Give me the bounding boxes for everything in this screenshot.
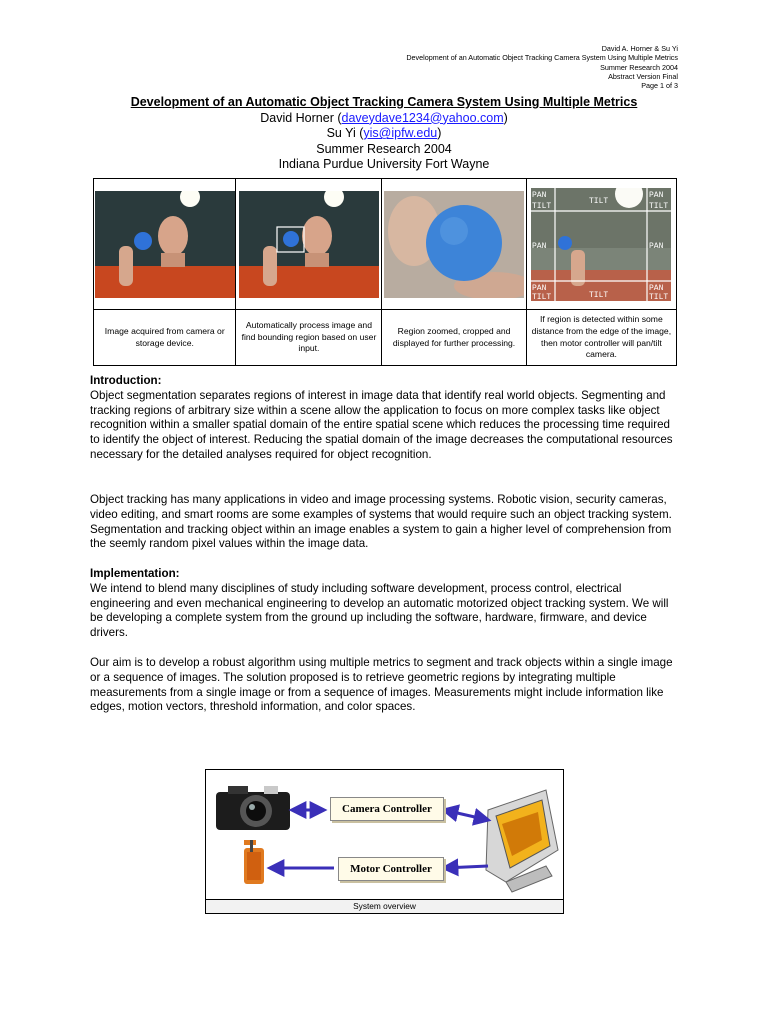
pan-label-bottom-left: PAN xyxy=(532,283,547,293)
system-overview-diagram xyxy=(205,769,564,914)
figure-cell-3 xyxy=(382,179,526,310)
author-1: David Horner (daveydave1234@yahoo.com) xyxy=(260,110,508,125)
implementation-section-2 xyxy=(90,656,682,715)
header-author: David A. Horner & Su Yi xyxy=(601,44,678,53)
pan-label-top-left: PAN xyxy=(532,190,547,200)
camera-icon xyxy=(216,786,290,830)
introduction-heading: Introduction: xyxy=(90,374,162,387)
paper-title: Development of an Automatic Object Tracking Camera System Using Multiple Metrics xyxy=(130,95,638,109)
header-version: Abstract Version Final xyxy=(608,71,678,81)
tilt-label-top-left: TILT xyxy=(532,201,552,211)
header-title: Development of an Automatic Object Tracking Camera System Using Multiple Metrics xyxy=(406,53,678,63)
pan-label-left: PAN xyxy=(532,241,547,251)
pan-label-top-right: PAN xyxy=(649,190,664,200)
author-2-email-link[interactable]: yis@ipfw.edu xyxy=(363,126,438,141)
camera-controller-box: Camera Controller xyxy=(330,797,444,821)
implementation-paragraph-2: Our aim is to develop a robust algorithm using multiple metrics to segment and track objects within a single image or a sequence of images. The solution proposed is to retrieve geometric regions by integrating multiple measurements from a single image or from a sequence of images. Measurements might include information like edges, motion vectors, threshold information, and color spaces. xyxy=(90,656,673,714)
camera-frame-image xyxy=(95,191,235,298)
university-line: Indiana Purdue University Fort Wayne xyxy=(278,157,490,172)
header-program: Summer Research 2004 xyxy=(600,62,678,72)
figure-table xyxy=(93,178,677,366)
author-1-email-link[interactable]: daveydave1234@yahoo.com xyxy=(341,110,504,125)
tilt-label-top-right: TILT xyxy=(649,201,669,211)
implementation-paragraph-1: We intend to blend many disciplines of study including software development, process control, electrical engineering and even mechanical engineering to develop an automatic motorized object tracking system. We will be developing a complete system from the ground up including the software, hardware, firmware, and device drivers. xyxy=(90,581,669,640)
introduction-section xyxy=(90,374,682,463)
figure-cell-4 xyxy=(526,179,676,310)
figure-caption-3: Region zoomed, cropped and displayed for further processing. xyxy=(382,310,526,366)
tilt-label-bottom-left: TILT xyxy=(532,292,552,301)
figure-caption-1: Image acquired from camera or storage device. xyxy=(94,310,236,366)
running-header xyxy=(406,44,678,90)
zoomed-region-image xyxy=(384,191,524,298)
figure-cell-1 xyxy=(94,179,236,310)
title-block xyxy=(0,95,768,173)
introduction-paragraph-1: Object segmentation separates regions of interest in image data that identify real world objects. Segmenting and tracking regions of arbitrary size within a scene allow the application to focus on more complex tasks like object recognition within a smaller spatial domain of the entire spatial scene which reduces the processing time required to identify the object of interest. Reducing the spatial domain of the image decreases the computational resources necessary for the detailed analyses required for object recognition. xyxy=(90,388,673,461)
implementation-section xyxy=(90,567,682,641)
introduction-section-2 xyxy=(90,493,682,552)
introduction-paragraph-2: Object tracking has many applications in video and image processing systems. Robotic vision, security cameras, video editing, and smart rooms are some examples of systems that would require such an object tracking system. Segmentation and tracking object within an image enables a system to gain a higher level of comprehension from the seemly random pixel values within the image data. xyxy=(90,493,672,551)
pan-label-right: PAN xyxy=(649,241,664,251)
figure-cell-2 xyxy=(236,179,382,310)
program-line: Summer Research 2004 xyxy=(316,141,452,156)
figure-caption-2: Automatically process image and find bounding region based on user input. xyxy=(236,310,382,366)
bounding-region-image xyxy=(239,191,379,298)
motor-icon xyxy=(244,840,264,884)
computer-icon xyxy=(486,790,558,892)
implementation-heading: Implementation: xyxy=(90,567,180,580)
tilt-label-bottom-right: TILT xyxy=(649,292,669,301)
header-page: Page 1 of 3 xyxy=(641,81,678,91)
author-2: Su Yi (yis@ipfw.edu) xyxy=(326,126,442,141)
pan-label-bottom-right: PAN xyxy=(649,283,664,293)
motor-controller-box: Motor Controller xyxy=(338,857,444,881)
tilt-label-bottom: TILT xyxy=(589,290,609,300)
pan-tilt-zone-image xyxy=(531,188,671,301)
diagram-caption: System overview xyxy=(206,899,563,913)
tilt-label-top: TILT xyxy=(589,196,609,206)
figure-caption-4: If region is detected within some distance from the edge of the image, then motor controller will pan/tilt camera. xyxy=(526,310,676,366)
